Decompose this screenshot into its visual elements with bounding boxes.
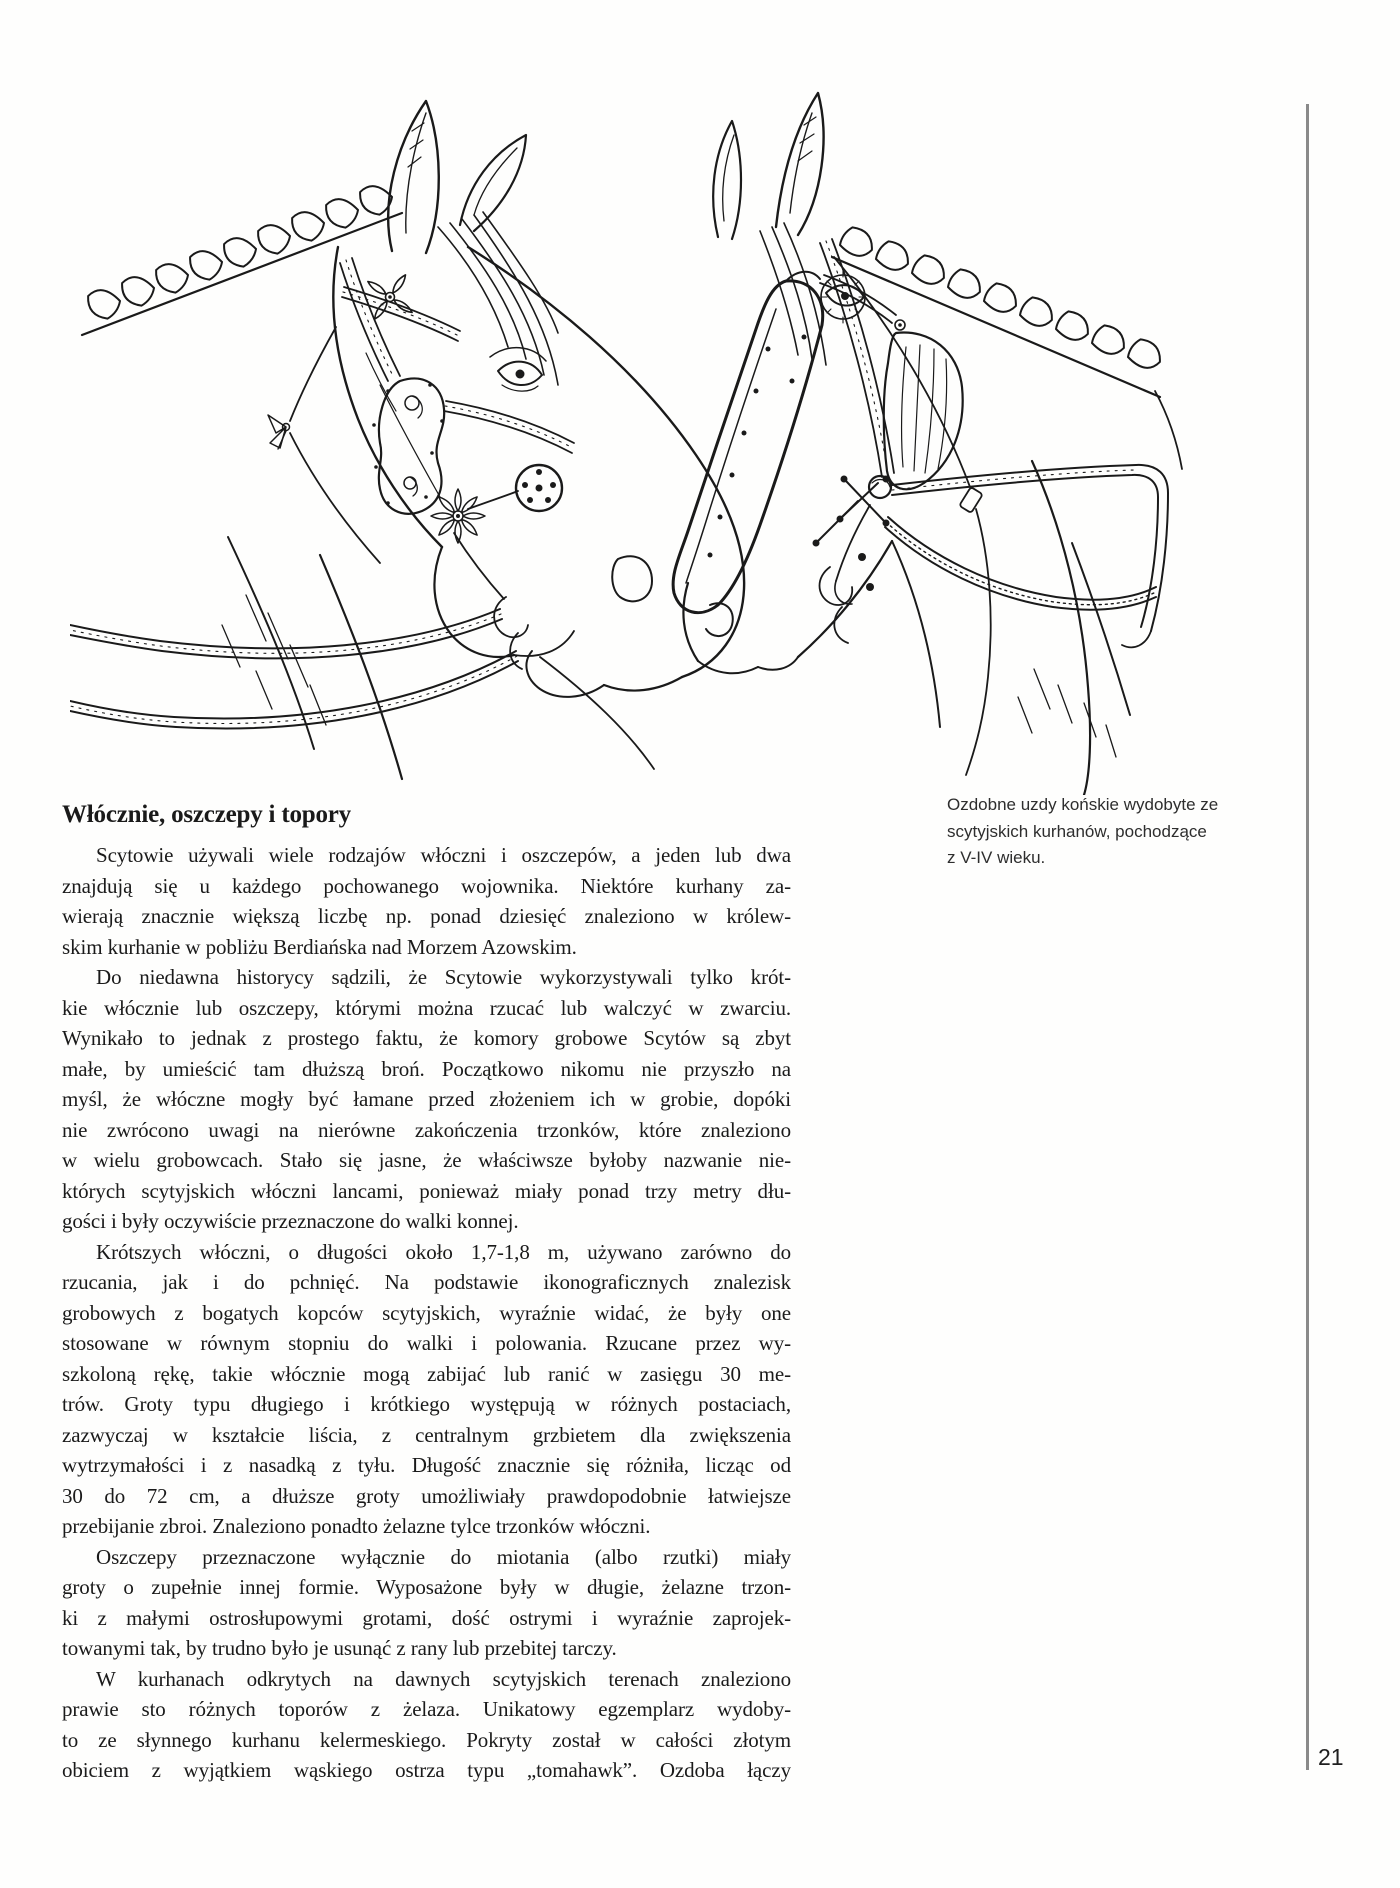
text-line: przebijanie zbroi. Znaleziono ponadto żelazne tylce trzonków włóczni. xyxy=(62,1514,651,1538)
paragraph xyxy=(62,1542,791,1664)
left-horse-eye xyxy=(490,348,546,391)
text-line: małe, by umieścić tam dłuższą broń. Początkowo nikomu nie przyszło na xyxy=(62,1056,791,1081)
pierced-disc-ornament xyxy=(516,465,562,511)
right-horse-head xyxy=(673,93,1182,795)
right-horse-neck xyxy=(1018,461,1130,795)
text-line: Wynikało to jednak z prostego faktu, że komory grobowe Scytów są zbyt xyxy=(62,1026,791,1050)
text-line: wytrzymałości i z nasadką z tyłu. Długość znacznie się różniła, licząc od xyxy=(62,1453,791,1477)
margin-rule xyxy=(1306,104,1309,1770)
text-line: Krótszych włóczni, o długości około 1,7-1,8 m, używano zarówno do xyxy=(96,1239,791,1264)
text-line: kie włócznie lub oszczepy, którymi można rzucać lub walczyć w zwarciu. xyxy=(62,995,791,1020)
text-line: myśl, że włóczne mogły być łamane przed złożeniem ich w grobie, dopóki xyxy=(62,1087,791,1111)
text-line: gości i były oczywiście przeznaczone do walki konnej. xyxy=(62,1209,519,1233)
text-line: znajdują się u każdego pochowanego wojownika. Niektóre kurhany za- xyxy=(62,873,791,898)
text-line: zazwyczaj w kształcie liścia, z centralnym grzbietem dla zwiększenia xyxy=(62,1422,791,1447)
text-line: Do niedawna historycy sądzili, że Scytowie wykorzystywali tylko krót- xyxy=(96,965,791,989)
face-mask-chamfron xyxy=(673,272,823,613)
paragraph xyxy=(62,962,791,1237)
text-line: Oszczepy przeznaczone wyłącznie do miotania (albo rzutki) miały xyxy=(96,1544,791,1569)
text-line: szkoloną rękę, takie włócznie mogą zabijać lub ranić w zasięgu 30 me- xyxy=(62,1361,791,1386)
text-line: obiciem z wyjątkiem wąskiego ostrza typu „tomahawk”. Ozdoba łączy xyxy=(62,1758,791,1782)
left-horse-outline xyxy=(333,247,744,769)
text-line: groty o zupełnie innej formie. Wyposażone były w długie, żelazne trzon- xyxy=(62,1575,791,1599)
caption-line: Ozdobne uzdy końskie wydobyte ze xyxy=(947,795,1219,814)
text-line: W kurhanach odkrytych na dawnych scytyjskich terenach znaleziono xyxy=(96,1666,791,1691)
text-line: których scytyjskich włóczni lancami, ponieważ miały ponad trzy metry dłu- xyxy=(62,1178,791,1203)
caption-line: scytyjskich kurhanów, pochodzące xyxy=(947,821,1207,841)
right-horse-ears xyxy=(713,93,823,239)
paragraph xyxy=(62,1664,791,1786)
text-line: stosowane w równym stopniu do walki i polowania. Rzucane przez wy- xyxy=(62,1331,791,1355)
caption-line: z V-IV wieku. xyxy=(947,848,1046,867)
left-horse-reins xyxy=(70,609,518,729)
text-line: nie zwrócono uwagi na nierówne zakończenia trzonków, które znaleziono xyxy=(62,1117,791,1142)
text-line: prawie sto różnych toporów z żelaza. Unikatowy egzemplarz wydoby- xyxy=(62,1697,791,1721)
paragraph xyxy=(62,1237,791,1542)
text-line: 30 do 72 cm, a dłuższe groty umożliwiały prawdopodobnie łatwiejsze xyxy=(62,1483,791,1508)
paragraph xyxy=(62,840,791,962)
text-line: Scytowie używali wiele rodzajów włóczni i oszczepów, a jeden lub dwa xyxy=(96,843,791,867)
left-horse-ears xyxy=(388,101,526,253)
right-horse-reins xyxy=(885,465,1168,647)
horse-bridles-illustration xyxy=(70,85,1185,795)
text-line: to ze słynnego kurhanu kelermeskiego. Pokryty został w całości złotym xyxy=(62,1727,791,1752)
text-line: rzucania, jak i do pchnięć. Na podstawie ikonograficznych znalezisk xyxy=(62,1270,791,1294)
right-horse-muzzle xyxy=(683,541,940,727)
text-line: skim kurhanie w pobliżu Berdiańska nad Morzem Azowskim. xyxy=(62,934,577,959)
text-line: grobowych z bogatych kopców scytyjskich, wyraźnie widać, że były one xyxy=(62,1300,791,1325)
left-horse-forelock xyxy=(438,212,558,385)
scroll-plaque-ornament xyxy=(372,379,444,514)
article xyxy=(62,798,791,1786)
page-number: 21 xyxy=(1318,1744,1344,1770)
figure-caption xyxy=(947,792,1273,872)
article-paragraphs xyxy=(62,840,791,1786)
flower-rosette xyxy=(431,489,485,543)
two-horse-heads-drawing xyxy=(70,85,1185,795)
text-line: wierają znacznie większą liczbę np. ponad dziesięć znaleziono w królew- xyxy=(62,904,791,928)
text-line: ki z małymi ostrosłupowymi grotami, dość ostrymi i wyraźnie zaprojek- xyxy=(62,1605,791,1630)
text-line: trów. Groty typu długiego i krótkiego występują w różnych postaciach, xyxy=(62,1392,791,1416)
text-line: towanymi tak, by trudno było je usunąć z rany lub przebitej tarczy. xyxy=(62,1636,617,1660)
text-line: w wielu grobowcach. Stało się jasne, że właściwsze byłoby nazwanie nie- xyxy=(62,1148,791,1172)
left-braided-mane xyxy=(82,180,402,335)
section-heading: Włócznie, oszczepy i topory xyxy=(62,801,351,828)
left-horse-head xyxy=(70,101,744,779)
leaf-cheek-ornament xyxy=(884,333,963,490)
